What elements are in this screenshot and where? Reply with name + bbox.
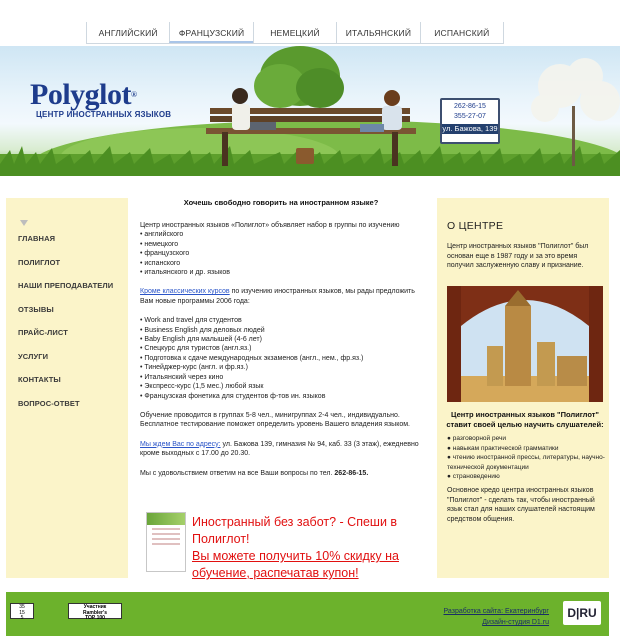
promo-coupon-link[interactable]: Вы можете получить 10% скидку на обучение, распечатав купон! <box>192 549 399 580</box>
language-item: • немецкого <box>140 240 179 248</box>
main-content <box>140 198 422 478</box>
nav-services[interactable]: УСЛУГИ <box>18 351 49 361</box>
footer-credits <box>443 606 549 628</box>
program-item: • Спецкурс для туристов (англ.яз.) <box>140 345 252 353</box>
right-sidebar <box>437 198 609 578</box>
goal-item: ● чтению иностранной прессы, литературы, научно-технической документации <box>447 454 605 471</box>
program-item: • Подготовка к сдаче международных экзаменов (англ., нем., фр.яз.) <box>140 354 364 362</box>
contact-sign <box>440 98 500 144</box>
nav-polyglot[interactable]: ПОЛИГЛОТ <box>18 257 61 267</box>
promo-line-1: Иностранный без забот? - Спеши в Полиглот! <box>192 515 398 546</box>
questions-phone: 262-86-15. <box>334 469 369 477</box>
address-text: Мы ждем Вас по адресу: ул. Бажова 139, гимназия № 94, каб. 33 (3 этаж), ежедневно кроме выходных с 17.00 до 20.30. <box>140 440 419 458</box>
program-item: • Business English для деловых людей <box>140 326 265 334</box>
polyglot-logo[interactable] <box>30 80 190 119</box>
nav-reviews[interactable]: ОТЗЫВЫ <box>18 304 54 314</box>
tab-french[interactable]: ФРАНЦУЗСКИЙ <box>169 22 252 43</box>
intro-text: Центр иностранных языков «Полиглот» объявляет набор в группы по изучению <box>140 222 400 229</box>
classic-courses-link[interactable]: Кроме классических курсов <box>140 288 230 296</box>
site-development-link[interactable]: Разработка сайта: Екатеринбург <box>443 608 549 615</box>
goal-item: ● навыкам практической грамматики <box>447 444 559 452</box>
credo-text: Основное кредо центра иностранных языков "Полиглот" - сделать так, чтобы иностранный язык стал для наших слушателей настоящим средством общения. <box>447 487 595 523</box>
main-navigation <box>18 232 113 420</box>
program-item: • Тинейджер-курс (англ. и фр.яз.) <box>140 364 248 372</box>
language-item: • английского <box>140 231 184 239</box>
logo-subtitle: ЦЕНТР ИНОСТРАННЫХ ЯЗЫКОВ <box>36 110 172 119</box>
nav-teachers[interactable]: НАШИ ПРЕПОДАВАТЕЛИ <box>18 281 114 290</box>
language-item: • испанского <box>140 259 181 267</box>
goals-list <box>447 434 605 482</box>
language-tabs <box>86 22 504 44</box>
footer <box>6 592 609 636</box>
tab-german[interactable]: НЕМЕЦКИЙ <box>253 22 336 43</box>
left-sidebar <box>6 198 128 578</box>
goals-heading: Центр иностранных языков "Полиглот" ставит своей целью научить слушателей: <box>446 410 604 429</box>
goal-item: ● страноведению <box>447 473 500 481</box>
page-headline: Хочешь свободно говорить на иностранном языке? <box>183 198 379 207</box>
visit-counter[interactable]: 35 15 5 <box>10 603 34 619</box>
nav-price-list[interactable]: ПРАЙС-ЛИСТ <box>18 328 68 337</box>
design-studio-link[interactable]: Дизайн-студия D1.ru <box>482 619 549 626</box>
sign-phone-1: 262-86-15 <box>454 103 486 110</box>
sign-phone-2: 355-27-07 <box>454 113 486 120</box>
groups-text: Обучение проводится в группах 5-8 чел., минигруппах 2-4 чел., индивидуально. Бесплатное тестирование поможет определить уровень Вашего владения языком. <box>140 411 410 429</box>
language-item: • французского <box>140 250 190 258</box>
tab-spanish[interactable]: ИСПАНСКИЙ <box>420 22 504 43</box>
questions-text: Мы с удовольствием ответим на все Ваши вопросы по тел. 262-86-15. <box>140 469 369 477</box>
programs-intro: Кроме классических курсов по изучению иностранных языков, мы рады предложить Вам новые программы 2006 года: <box>140 288 415 305</box>
westminster-photo <box>447 286 603 402</box>
program-item: • Экспресс-курс (1,5 мес.) любой язык <box>140 383 264 391</box>
tab-italian[interactable]: ИТАЛЬЯНСКИЙ <box>336 22 419 43</box>
program-item: • Work and travel для студентов <box>140 317 242 325</box>
triangle-marker-icon <box>20 220 28 226</box>
tab-english[interactable]: АНГЛИЙСКИЙ <box>86 22 169 43</box>
address-link[interactable]: Мы ждем Вас по адресу: <box>140 440 221 448</box>
rambler-top100-badge[interactable]: Участник Rambler's TOP 100 <box>68 603 122 619</box>
d1-logo[interactable]: D|RU <box>563 601 601 625</box>
nav-contacts[interactable]: КОНТАКТЫ <box>18 375 61 384</box>
about-title: О ЦЕНТРЕ <box>447 220 504 232</box>
language-item: • итальянского и др. языков <box>140 269 230 277</box>
program-item: • Французская фонетика для студентов ф-тов ин. языков <box>140 392 326 400</box>
promo-text <box>192 514 422 582</box>
about-text: Центр иностранных языков "Полиглот" был основан еще в 1987 году и за это время получил заслуженную славу и признание. <box>447 243 589 269</box>
program-item: • Итальянский через кино <box>140 373 224 381</box>
logo-wordmark: Polyglot® <box>30 78 137 111</box>
goal-item: ● разговорной речи <box>447 435 506 442</box>
nav-home[interactable]: ГЛАВНАЯ <box>18 234 56 243</box>
sign-address: ул. Бажова, 139 <box>442 124 498 133</box>
program-item: • Baby English для малышей (4-6 лет) <box>140 336 262 344</box>
nav-faq[interactable]: ВОПРОС-ОТВЕТ <box>18 398 80 408</box>
header-banner <box>0 46 620 176</box>
coupon-thumbnail[interactable] <box>146 512 186 572</box>
